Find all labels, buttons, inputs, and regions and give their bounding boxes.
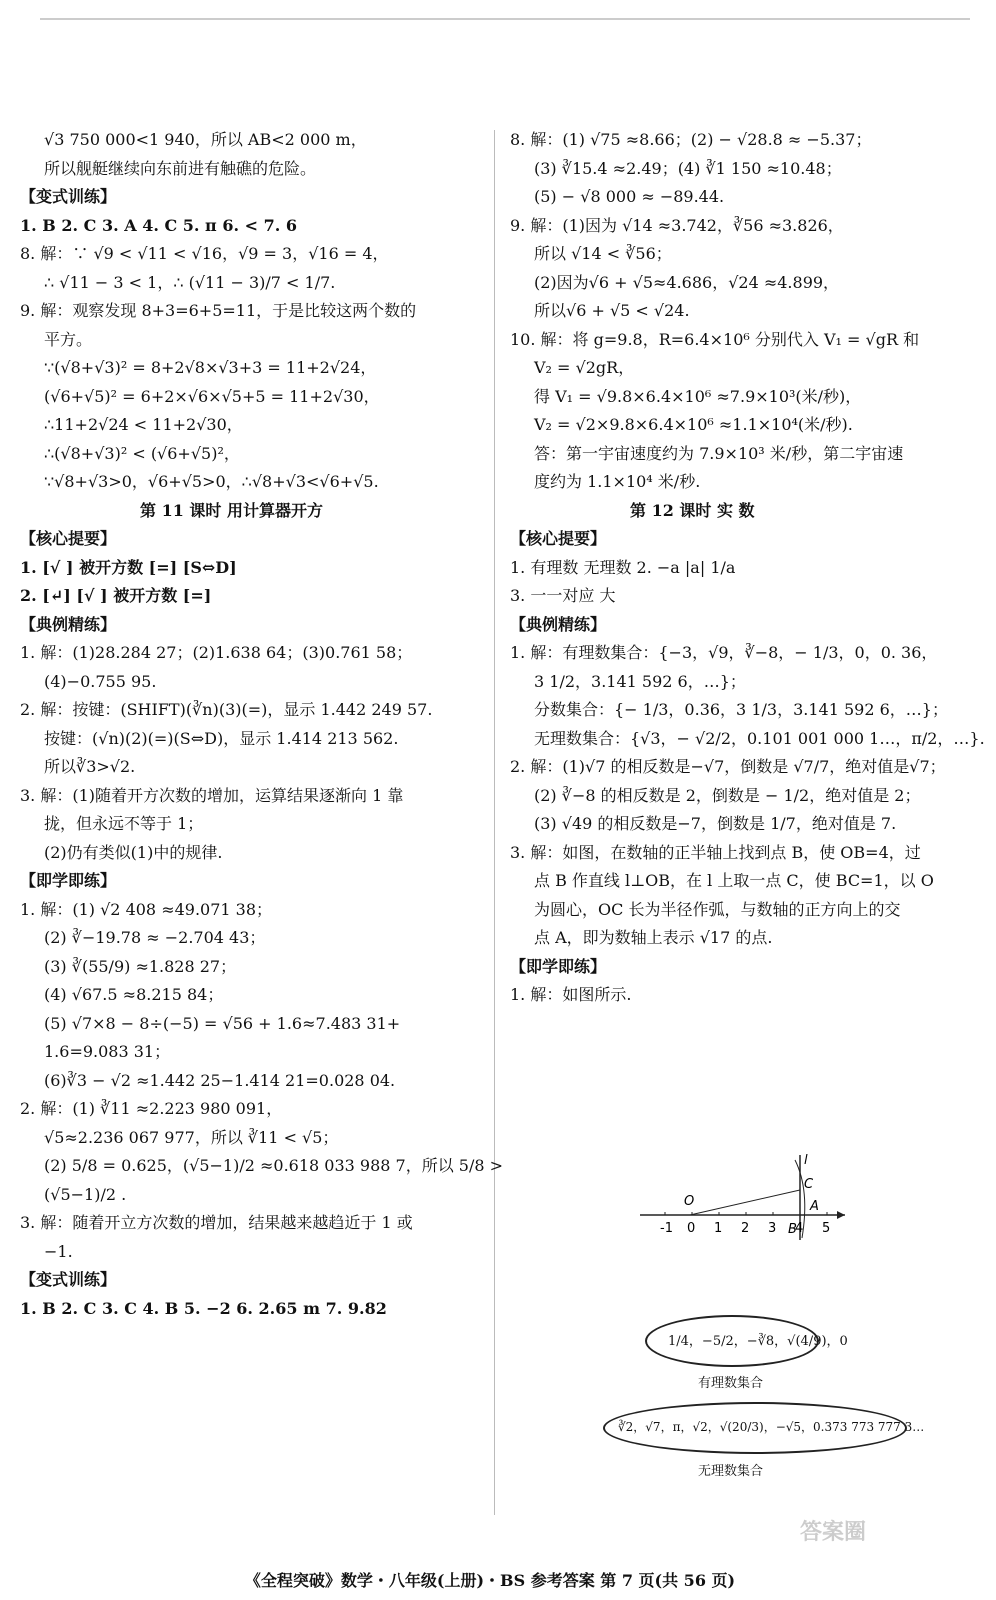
- right-line: 点 B 作直线 l⊥OB，在 l 上取一点 C，使 BC=1，以 O: [534, 871, 934, 890]
- tick-label: 3: [768, 1221, 777, 1236]
- number-line-figure: [640, 1150, 850, 1245]
- irrational-set-text: ∛2，√7，π，√2，√(20/3)，−√5，0.373 773 777 3…: [618, 1420, 925, 1434]
- left-line: ∵(√8+√3)² = 8+2√8×√3+3 = 11+2√24，: [44, 358, 377, 377]
- right-line: 1. 有理数 无理数 2. −a |a| 1/a: [510, 557, 736, 577]
- tick-label: 2: [741, 1221, 750, 1236]
- left-line: 【变式训练】: [20, 187, 117, 206]
- left-line: (3) ∛(55/9) ≈1.828 27；: [44, 956, 237, 976]
- top-rule: [40, 18, 970, 20]
- right-line: V₂ = √2gR，: [534, 358, 635, 377]
- label-O: O: [684, 1194, 695, 1209]
- left-line: 2. [↵] [√ ] 被开方数 [=]: [20, 586, 212, 605]
- right-line: 所以 √14 < ∛56；: [534, 244, 672, 263]
- column-divider: [494, 130, 495, 1515]
- right-line: 第 12 课时 实 数: [630, 500, 755, 520]
- right-line: 答：第一宇宙速度约为 7.9×10³ 米/秒，第二宇宙速: [534, 443, 904, 463]
- left-line: √3 750 000<1 940，所以 AB<2 000 m，: [44, 130, 367, 149]
- left-line: 【典例精练】: [20, 614, 117, 634]
- left-line: 按键：(√n)(2)(=)(S⇔D)，显示 1.414 213 562.: [44, 728, 399, 748]
- left-line: 第 11 课时 用计算器开方: [140, 500, 323, 520]
- left-line: (5) √7×8 − 8÷(−5) = √56 + 1.6≈7.483 31+: [44, 1013, 401, 1033]
- left-line: 【即学即练】: [20, 871, 117, 890]
- right-line: 分数集合：{− 1/3，0.36，3 1/3，3.141 592 6，…}；: [534, 700, 948, 719]
- left-line: 【核心提要】: [20, 529, 117, 548]
- right-line: 1. 解：如图所示.: [510, 985, 632, 1004]
- left-line: 平方。: [44, 329, 93, 349]
- watermark-logo: 答案圈: [800, 1519, 867, 1545]
- right-line: (5) − √8 000 ≈ −89.44.: [534, 187, 725, 206]
- left-line: 拢，但永远不等于 1；: [44, 814, 204, 833]
- left-line: 3. 解：(1)随着开方次数的增加，运算结果逐渐向 1 靠: [20, 785, 404, 805]
- right-line: (3) ∛15.4 ≈2.49；(4) ∛1 150 ≈10.48；: [534, 158, 842, 178]
- left-line: 1. 解：(1) √2 408 ≈49.071 38；: [20, 899, 273, 919]
- right-line: 2. 解：(1)√7 的相反数是−√7，倒数是 √7/7，绝对值是√7；: [510, 757, 946, 776]
- right-line: 为圆心，OC 长为半径作弧，与数轴的正方向上的交: [534, 899, 901, 919]
- right-line: 点 A，即为数轴上表示 √17 的点.: [534, 928, 773, 947]
- right-line: 所以√6 + √5 < √24.: [534, 301, 690, 320]
- left-line: 9. 解：观察发现 8+3=6+5=11，于是比较这两个数的: [20, 301, 417, 320]
- tick-label: -1: [660, 1221, 673, 1236]
- right-line: 【即学即练】: [510, 956, 607, 976]
- left-line: (4)−0.755 95.: [44, 671, 157, 691]
- left-line: 1.6=9.083 31；: [44, 1042, 171, 1061]
- tick-label: 1: [714, 1221, 723, 1236]
- right-line: 【核心提要】: [510, 529, 607, 548]
- left-line: ∴ √11 − 3 < 1，∴ (√11 − 3)/7 < 1/7.: [44, 272, 336, 292]
- right-line: V₂ = √2×9.8×6.4×10⁶ ≈1.1×10⁴(米/秒).: [534, 415, 853, 434]
- right-line: 10. 解：将 g=9.8，R=6.4×10⁶ 分别代入 V₁ = √gR 和: [510, 329, 920, 349]
- right-line: (2)因为√6 + √5≈4.686，√24 ≈4.899，: [534, 272, 840, 292]
- label-B: B: [788, 1222, 797, 1237]
- left-line: 所以舰艇继续向东前进有触礁的危险。: [44, 158, 317, 178]
- right-line: 3 1/2，3.141 592 6，…}；: [534, 671, 746, 691]
- left-line: 8. 解：∵ √9 < √11 < √16，√9 = 3，√16 = 4，: [20, 244, 389, 263]
- left-line: 所以∛3>√2.: [44, 757, 136, 776]
- rational-set-text: 1/4，−5/2，−∛8，√(4/9)，0: [668, 1334, 848, 1349]
- left-line: (√5−1)/2 .: [44, 1184, 127, 1204]
- left-line: 【变式训练】: [20, 1270, 117, 1289]
- left-line: 1. [√ ] 被开方数 [=] [S⇔D]: [20, 557, 237, 577]
- right-line: 9. 解：(1)因为 √14 ≈3.742，∛56 ≈3.826，: [510, 215, 844, 235]
- left-line: (4) √67.5 ≈8.215 84；: [44, 985, 224, 1004]
- right-line: 度约为 1.1×10⁴ 米/秒.: [534, 472, 701, 491]
- left-line: (√6+√5)² = 6+2×√6×√5+5 = 11+2√30，: [44, 386, 380, 406]
- right-line: 无理数集合：{√3，− √2/2，0.101 001 000 1…，π/2，…}.: [534, 728, 985, 748]
- tick-label: 4: [795, 1221, 804, 1236]
- left-line: 1. B 2. C 3. C 4. B 5. −2 6. 2.65 m 7. 9.82: [20, 1298, 387, 1318]
- left-line: (2) ∛−19.78 ≈ −2.704 43；: [44, 928, 266, 947]
- left-line: ∴11+2√24 < 11+2√30，: [44, 415, 243, 434]
- left-line: 2. 解：(1) ∛11 ≈2.223 980 091，: [20, 1099, 283, 1118]
- label-l: l: [804, 1153, 808, 1168]
- right-line: (3) √49 的相反数是−7，倒数是 1/7，绝对值是 7.: [534, 814, 897, 833]
- left-line: 3. 解：随着开立方次数的增加，结果越来越趋近于 1 或: [20, 1213, 413, 1232]
- right-line: 8. 解：(1) √75 ≈8.66；(2) − √28.8 ≈ −5.37；: [510, 130, 872, 149]
- page-footer: 《全程突破》数学・八年级(上册)・BS 参考答案 第 7 页(共 56 页): [244, 1571, 736, 1590]
- left-line: 1. B 2. C 3. A 4. C 5. π 6. < 7. 6: [20, 215, 297, 235]
- left-line: (2)仍有类似(1)中的规律.: [44, 842, 223, 862]
- tick-label: 5: [822, 1221, 831, 1236]
- irrational-set-caption: 无理数集合: [698, 1464, 764, 1479]
- right-line: 3. 一一对应 大: [510, 586, 616, 605]
- left-line: 1. 解：(1)28.284 27；(2)1.638 64；(3)0.761 58；: [20, 643, 413, 662]
- left-line: 2. 解：按键：(SHIFT)(∛n)(3)(=)，显示 1.442 249 57.: [20, 700, 433, 719]
- label-C: C: [804, 1177, 814, 1192]
- tick-label: 0: [687, 1221, 696, 1236]
- right-line: (2) ∛−8 的相反数是 2，倒数是 − 1/2，绝对值是 2；: [534, 785, 921, 805]
- left-line: ∵√8+√3>0，√6+√5>0，∴√8+√3<√6+√5.: [44, 472, 379, 491]
- left-line: −1.: [44, 1241, 73, 1261]
- right-line: 得 V₁ = √9.8×6.4×10⁶ ≈7.9×10³(米/秒)，: [534, 386, 862, 406]
- left-line: ∴(√8+√3)² < (√6+√5)²，: [44, 443, 240, 463]
- right-line: 3. 解：如图，在数轴的正半轴上找到点 B，使 OB=4，过: [510, 842, 921, 862]
- right-line: 【典例精练】: [510, 614, 607, 634]
- left-line: (2) 5/8 = 0.625，(√5−1)/2 ≈0.618 033 988 7，所以 5/8 >: [44, 1156, 504, 1175]
- left-line: √5≈2.236 067 977，所以 ∛11 < √5；: [44, 1127, 339, 1147]
- left-line: (6)∛3 − √2 ≈1.442 25−1.414 21=0.028 04.: [44, 1070, 396, 1090]
- label-A: A: [810, 1199, 819, 1214]
- rational-set-caption: 有理数集合: [698, 1376, 764, 1391]
- right-line: 1. 解：有理数集合：{−3，√9，∛−8，− 1/3，0，0. 36，: [510, 643, 938, 662]
